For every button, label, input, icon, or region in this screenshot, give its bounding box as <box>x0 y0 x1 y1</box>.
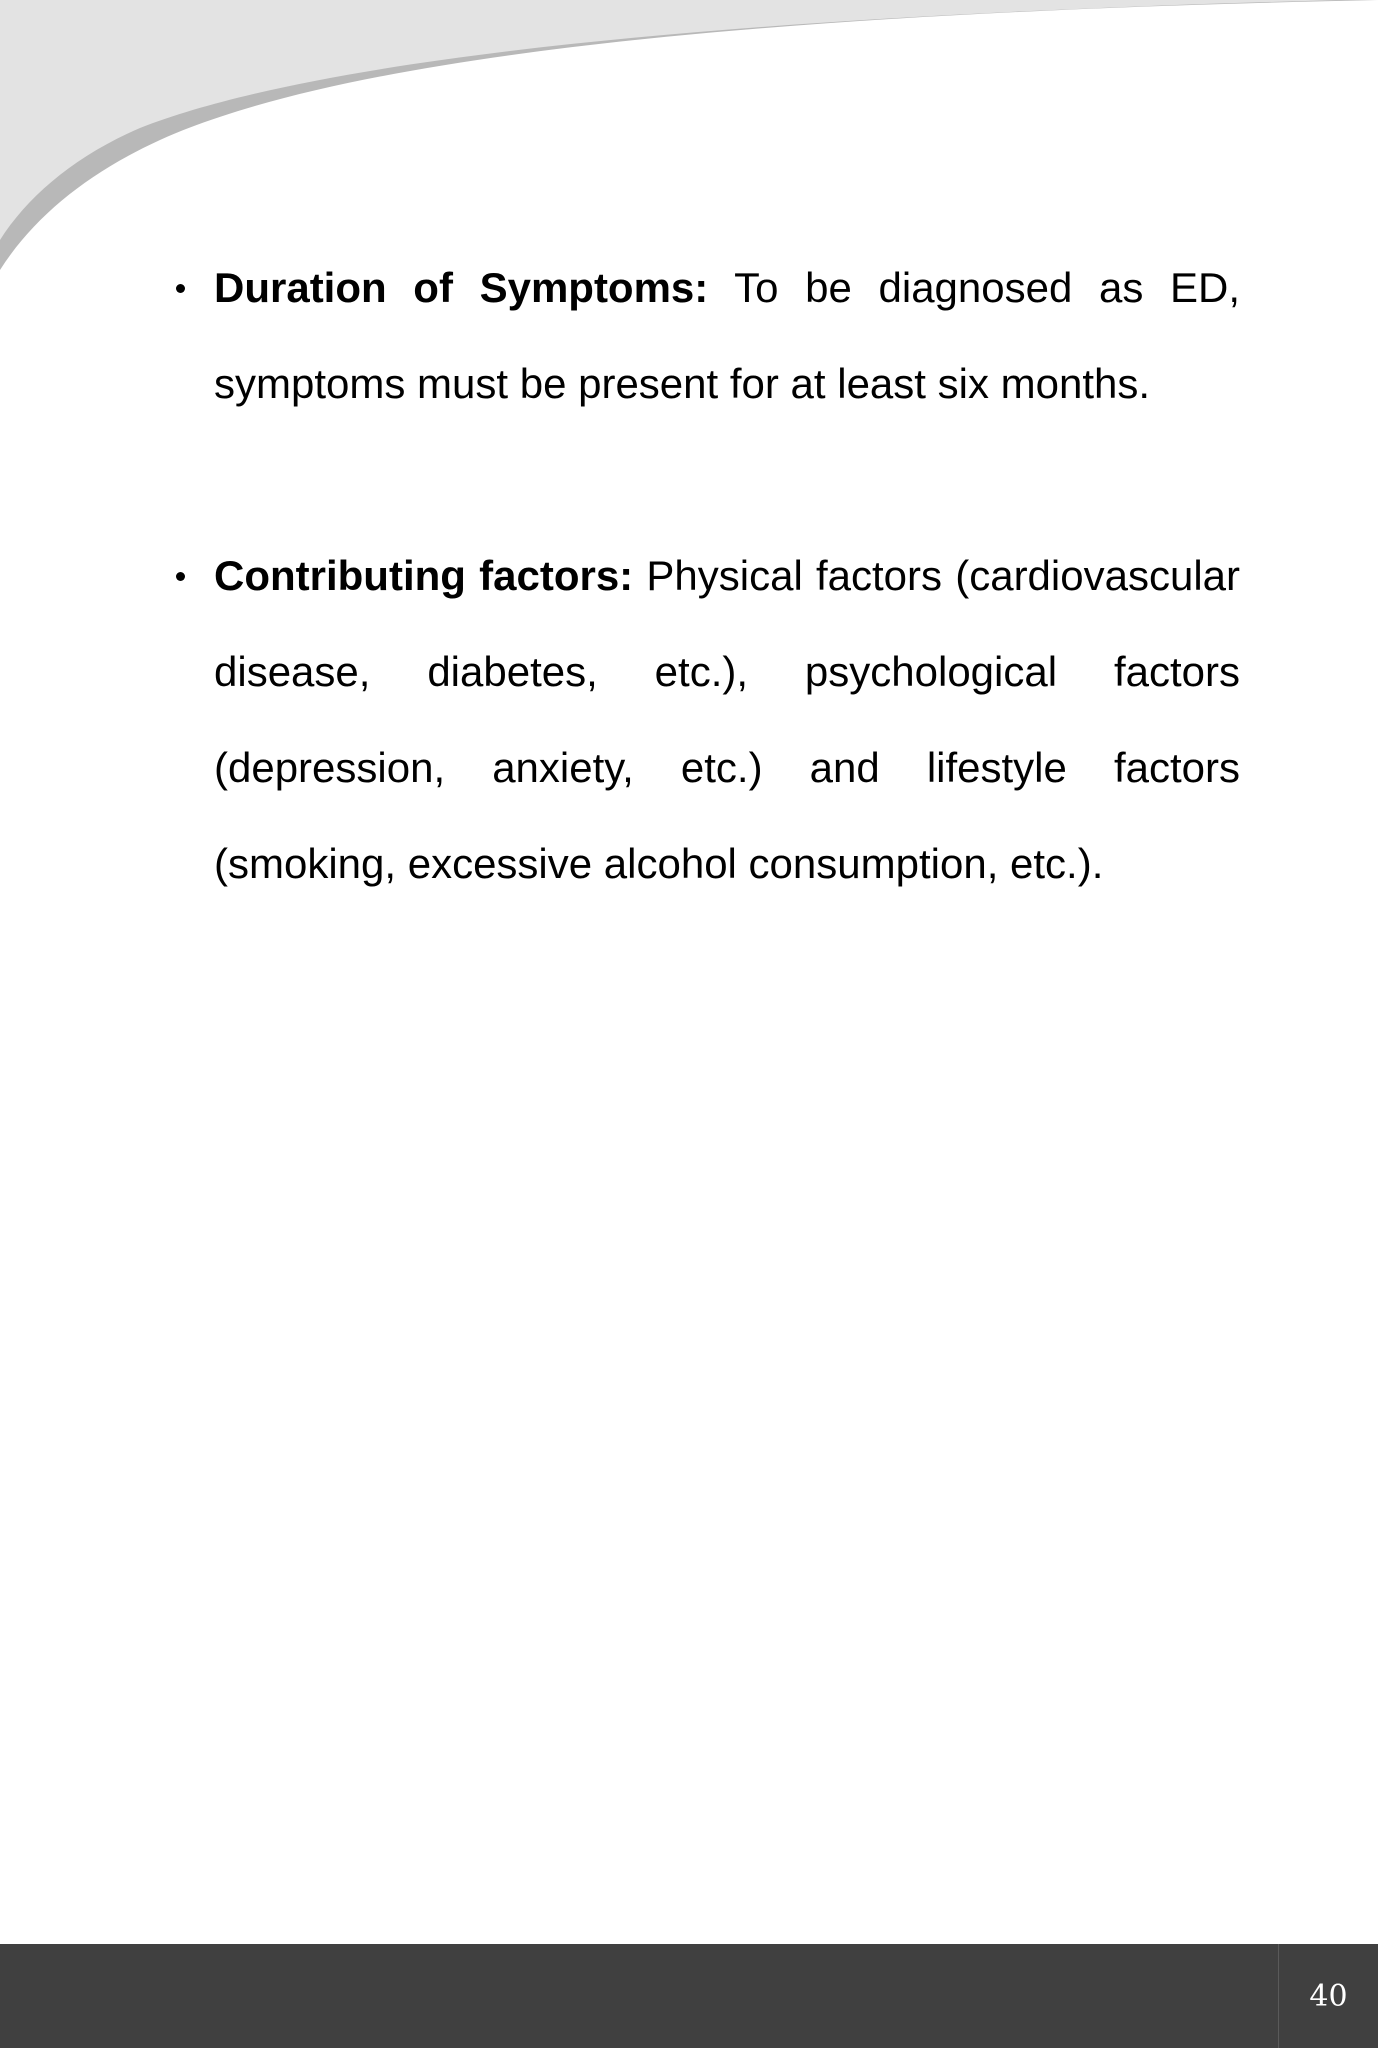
bullet-icon <box>176 572 185 581</box>
page-content <box>176 240 1240 912</box>
bullet-text: Physical factors (cardiovascular disease, diabetes, etc.), psychological factors (depression, anxiety, etc.) and lifestyle factors (smoking, excessive alcohol consumption, etc.). <box>214 552 1241 887</box>
footer-bar <box>0 1944 1378 2048</box>
bullet-item-duration <box>176 240 1240 432</box>
bullet-term: Duration of Symptoms: <box>214 264 709 311</box>
page-number-box <box>1278 1944 1378 2048</box>
bullet-text: To be diagnosed as ED, symptoms must be present for at least six months. <box>214 264 1240 407</box>
bullet-icon <box>176 284 185 293</box>
bullet-item-contributing-factors <box>176 528 1240 912</box>
bullet-term: Contributing factors: <box>214 552 634 599</box>
page-number: 40 <box>1309 1978 1348 2014</box>
